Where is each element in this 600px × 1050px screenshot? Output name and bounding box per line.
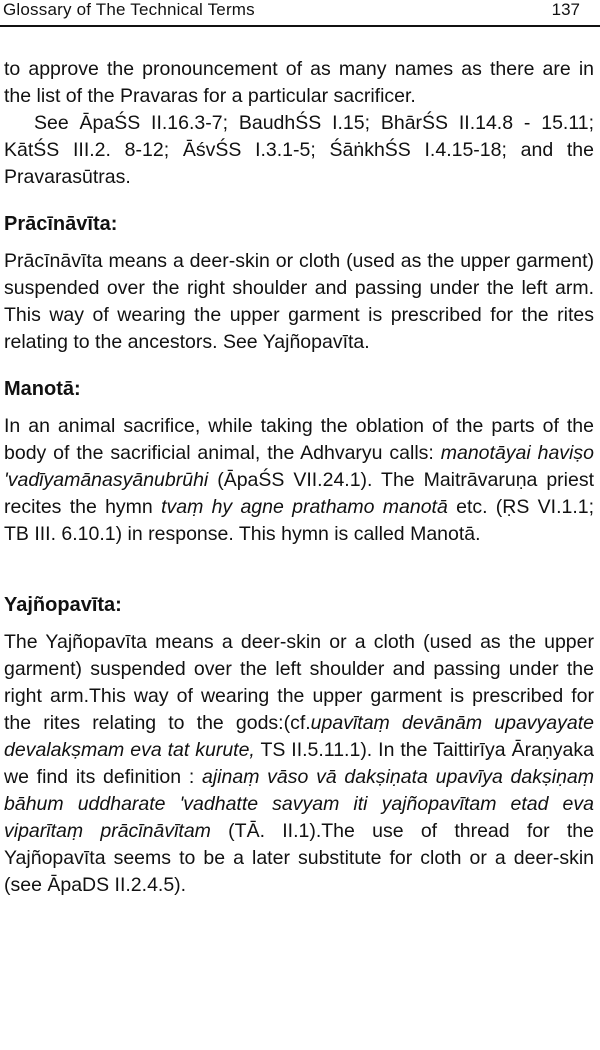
entry-text-yajnopavita <box>4 629 594 899</box>
header-rule <box>0 25 600 27</box>
running-title: Glossary of The Technical Terms <box>3 0 255 19</box>
entry-heading-pracinavita: Prācīnāvīta: <box>4 213 118 235</box>
yajnopavita-text-2: TS II.5.11.1). In the Taittirīya Āraṇyaka we find its definition : <box>4 739 594 788</box>
page-body <box>4 56 594 899</box>
page-number: 137 <box>551 0 580 19</box>
manota-quote-1: manotāyai haviṣo 'vadīyamānasyānubrūhi <box>4 442 594 491</box>
entry-text-pracinavita: Prācīnāvīta means a deer-skin or cloth (used as the upper garment) suspended over the right shoulder and passing under the left arm. This way of wearing the upper garment is prescribed for the rites relating to the ancestors. See Yajñopavīta. <box>4 250 594 353</box>
yajnopavita-text-3: (TĀ. II.1).The use of thread for the Yajñopavīta seems to be a later substitute for cloth or a deer-skin (see ĀpaDS II.2.4.5). <box>4 820 594 896</box>
manota-quote-2: tvaṃ hy agne prathamo manotā <box>161 496 448 518</box>
running-header <box>0 0 600 26</box>
entry-heading-manota: Manotā: <box>4 378 81 400</box>
manota-text-1: In an animal sacrifice, while taking the oblation of the parts of the body of the sacrificial animal, the Adhvaryu calls: <box>4 415 594 464</box>
manota-text-3: etc. (ṚS VI.1.1; TB III. 6.10.1) in response. This hymn is called Manotā. <box>4 496 595 545</box>
intro-paragraph: to approve the pronouncement of as many names as there are in the list of the Pravaras for a particular sacrificer. <box>4 58 594 107</box>
yajnopavita-text-1: The Yajñopavīta means a deer-skin or a cloth (used as the upper garment) suspended over the left shoulder and passing under the right arm.This way of wearing the upper garment is prescribed for the rites relating to the gods:(cf. <box>4 631 594 734</box>
yajnopavita-quote-2: ajinaṃ vāso vā dakṣiṇata upavīya dakṣiṇaṃ bāhum uddharate 'vadhatte savyam iti yajñopavītam etad eva viparītaṃ prācīnāvītam <box>4 766 595 842</box>
yajnopavita-quote-1: upavītaṃ devānām upavyayate devalakṣmam eva tat kurute, <box>4 712 594 761</box>
entry-text-manota <box>4 413 594 548</box>
intro-references: See ĀpaŚS II.16.3-7; BaudhŚS I.15; BhārŚS II.14.8 - 15.11; KātŚS III.2. 8-12; ĀśvŚS I.3.1-5; ŚāṅkhŚS I.4.15-18; and the Pravarasūtras. <box>4 112 594 188</box>
manota-text-2: (ĀpaŚS VII.24.1). The Maitrāvaruṇa priest recites the hymn <box>4 469 594 518</box>
entry-heading-yajnopavita: Yajñopavīta: <box>4 594 122 616</box>
